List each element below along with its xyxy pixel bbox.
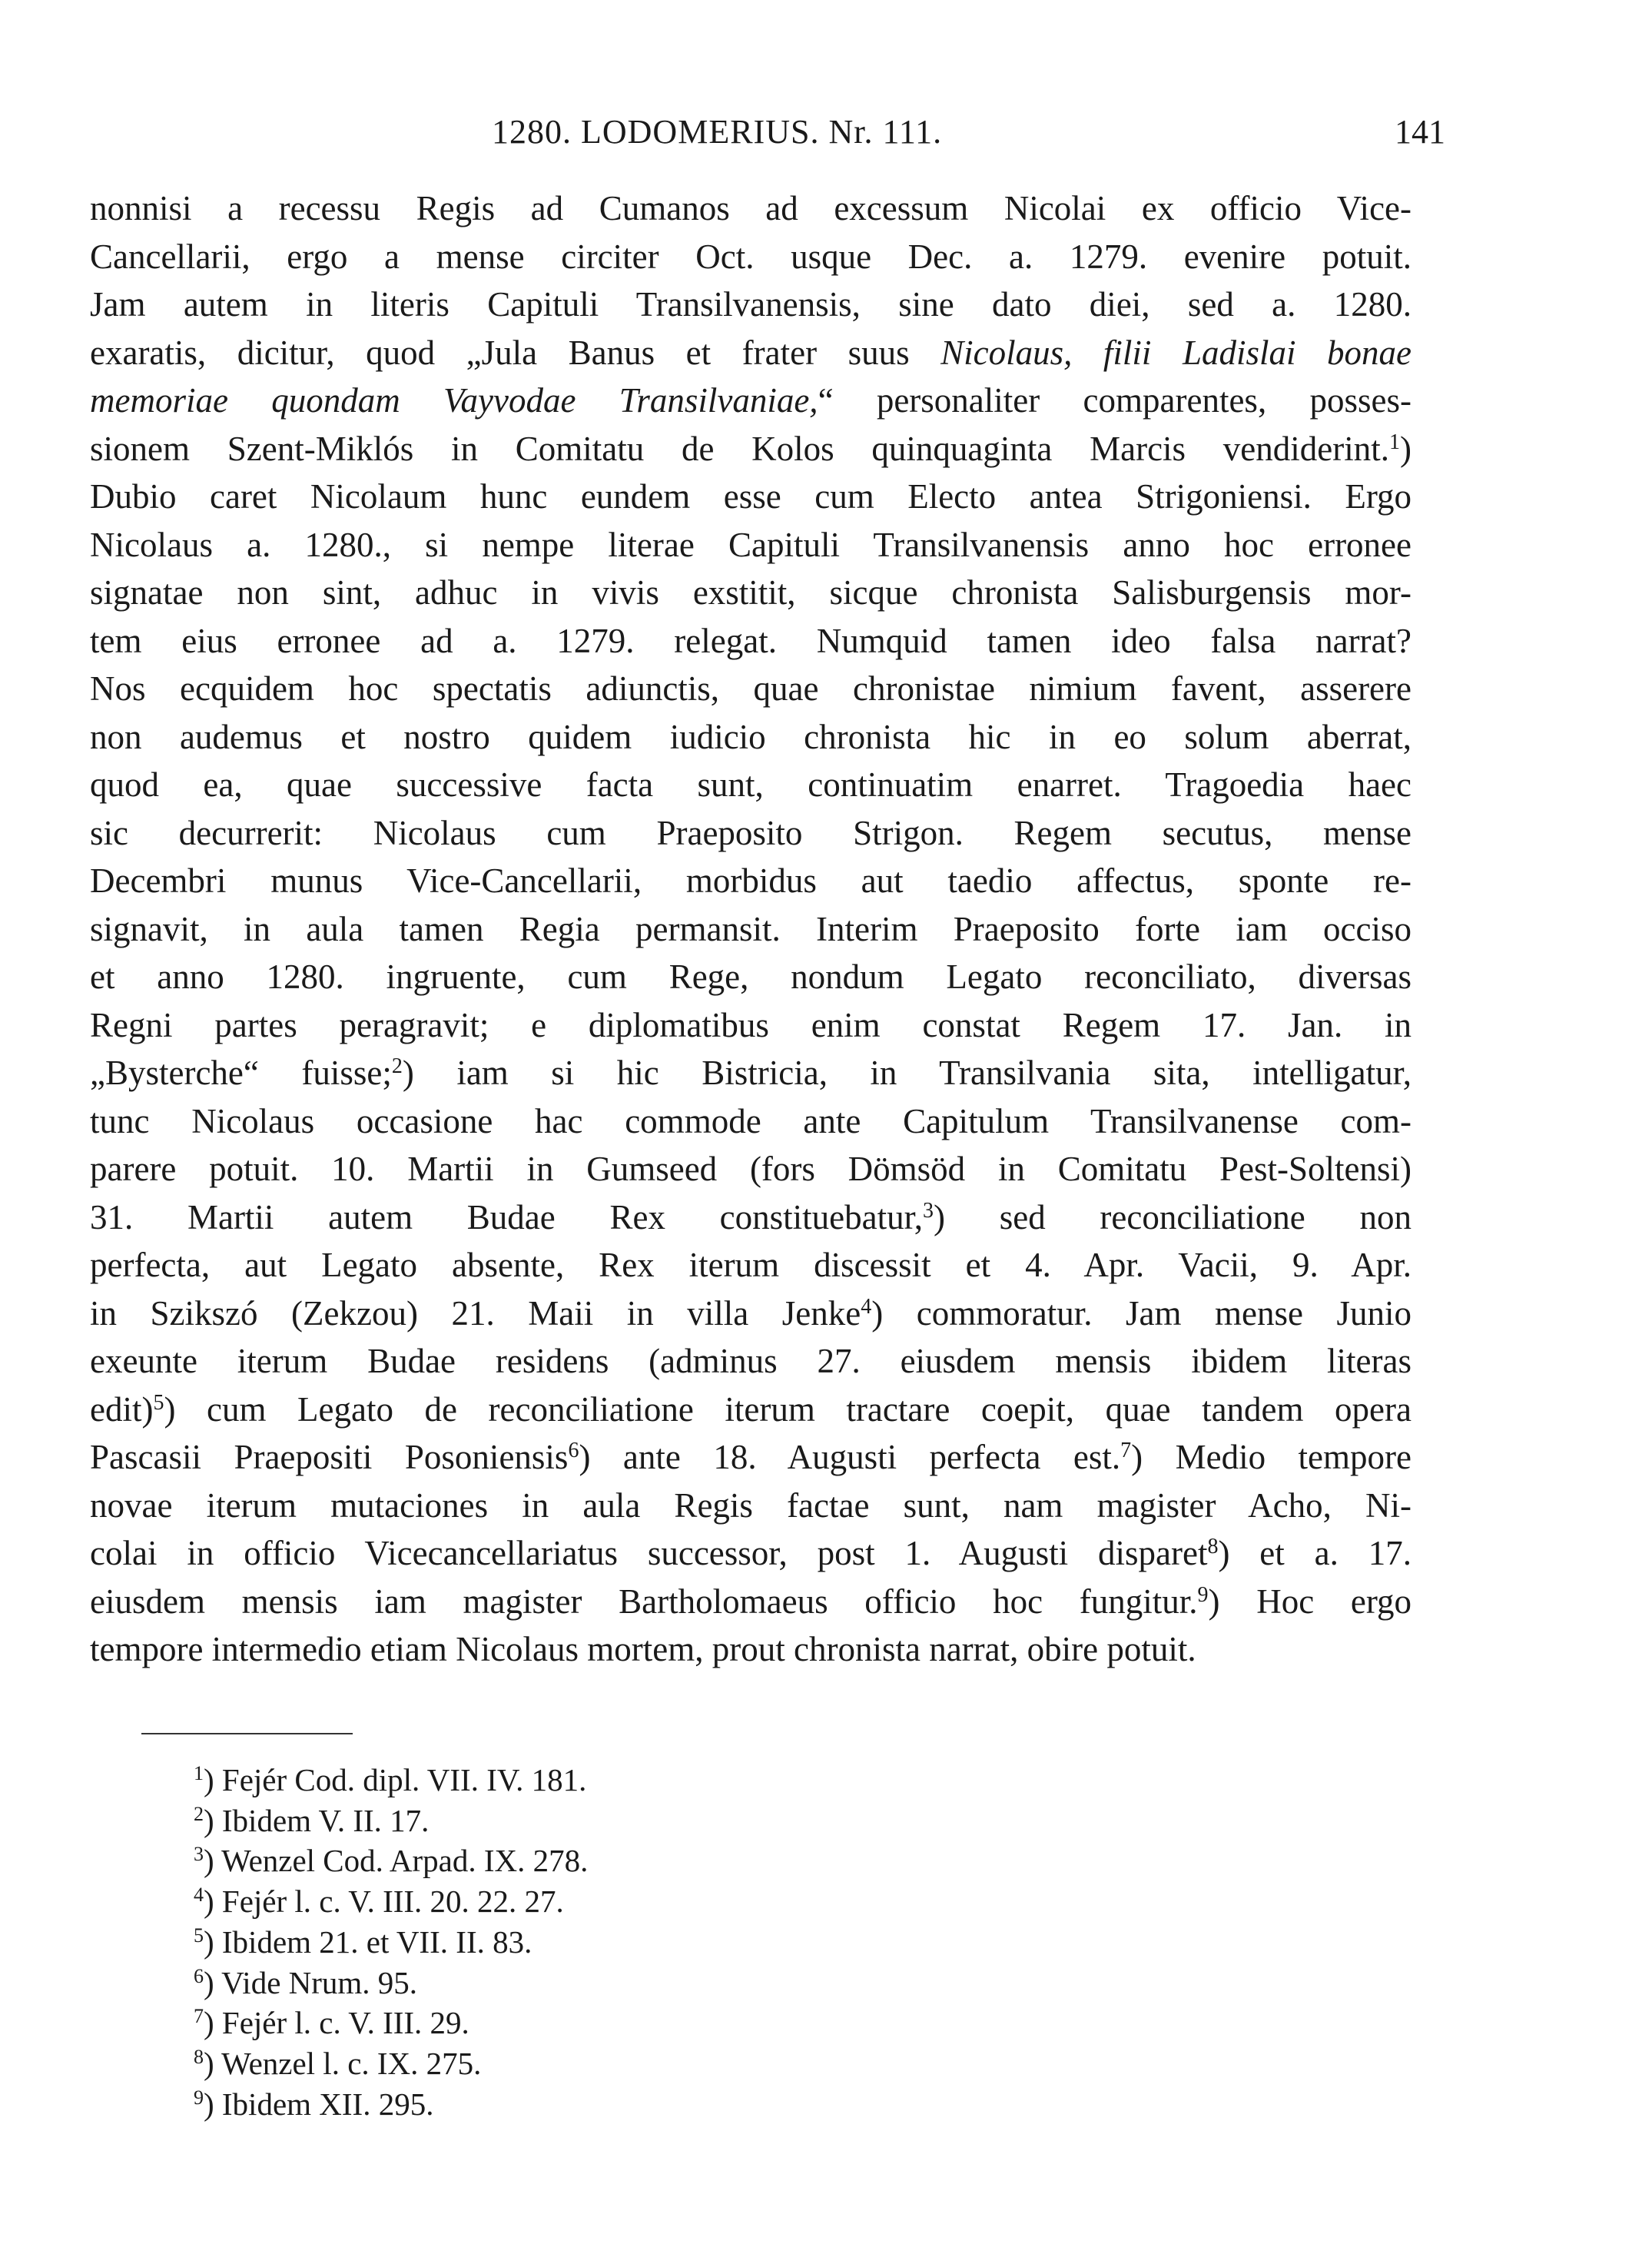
text-segment: ) sed reconciliatione non [934,1197,1411,1236]
footnote [194,2043,588,2084]
footnote [194,1963,588,2003]
text-segment: 31. Martii autem Budae Rex constituebatur, [90,1197,924,1236]
text-line: Jam autem in literis Capituli Transilvanensis, sine dato diei, sed a. 1280. [90,285,1411,324]
italic-segment: Nicolaus, filii Ladislai bonae [940,333,1411,372]
footnote-ref: 4 [861,1294,872,1319]
text-segment: ) ante 18. Augusti perfecta est. [579,1438,1121,1476]
text-line: perfecta, aut Legato absente, Rex iterum discessit et 4. Apr. Vacii, 9. Apr. [90,1246,1411,1284]
page-number: 141 [1395,113,1445,151]
footnote [194,2084,588,2125]
text-segment: in Szikszó (Zekzou) 21. Maii in villa Jenke [90,1293,861,1333]
text-line: quod ea, quae successive facta sunt, continuatim enarret. Tragoedia haec [90,765,1411,804]
text-line [90,377,1411,425]
text-line: Nicolaus a. 1280., si nempe literae Capituli Transilvanensis anno hoc erronee [90,525,1411,564]
footnote-text: ) Ibidem 21. et VII. II. 83. [204,1923,532,1960]
footnote [194,1922,588,1963]
text-segment: edit) [90,1389,154,1429]
text-line: Nos ecquidem hoc spectatis adiunctis, quae chronistae nimium favent, asserere [90,669,1411,708]
footnote-text: ) Wenzel Cod. Arpad. IX. 278. [204,1843,589,1879]
text-segment: colai in officio Vicecancellariatus successor, post 1. Augusti disparet [90,1534,1208,1572]
text-segment: „Bysterche“ fuisse; [90,1054,392,1092]
text-line [90,1049,1411,1097]
text-line [90,1290,1411,1338]
text-segment: “ personaliter comparentes, posses- [818,381,1411,420]
footnote-ref: 3 [923,1198,934,1223]
running-header: 1280. LODOMERIUS. Nr. 111. [492,113,943,151]
text-line: et anno 1280. ingruente, cum Rege, nondum Legato reconciliato, diversas [90,958,1411,996]
italic-segment: memoriae quondam Vayvodae Transilvaniae, [90,381,818,420]
footnote-text: ) Ibidem XII. 295. [204,2086,434,2122]
footnote [194,1760,588,1801]
text-line: nonnisi a recessu Regis ad Cumanos ad excessum Nicolai ex officio Vice- [90,189,1411,227]
text-line: Dubio caret Nicolaum hunc eundem esse cum Electo antea Strigoniensi. Ergo [90,477,1411,516]
footnote-mark: 8 [194,2045,204,2068]
text-segment: sionem Szent-Miklós in Comitatu de Kolos quinquaginta Marcis vendiderint. [90,429,1389,468]
footnote-ref: 5 [153,1390,164,1415]
footnote [194,1881,588,1922]
text-segment: ) Hoc ergo [1208,1582,1411,1621]
text-line [90,1529,1411,1578]
footnote [194,1840,588,1881]
text-segment: ) [1400,429,1411,468]
text-line [90,425,1411,473]
text-line: Cancellarii, ergo a mense circiter Oct. usque Dec. a. 1279. evenire potuit. [90,237,1411,276]
footnote-ref: 7 [1120,1439,1132,1462]
footnote-mark: 2 [194,1802,204,1825]
footnote-divider [141,1733,353,1734]
footnote-mark: 5 [194,1923,204,1947]
text-line: exeunte iterum Budae residens (adminus 27. eiusdem mensis ibidem literas [90,1342,1411,1380]
footnote-text: ) Ibidem V. II. 17. [204,1802,430,1838]
text-segment: Pascasii Praepositi Posoniensis [90,1438,569,1476]
footnote-mark: 9 [194,2086,204,2109]
footnote-mark: 1 [194,1762,204,1784]
footnote-text: ) Fejér l. c. V. III. 29. [204,2005,469,2041]
text-line: signatae non sint, adhuc in vivis exstitit, sicque chronista Salisburgensis mor- [90,573,1411,612]
text-line [90,329,1411,377]
text-line: Regni partes peragravit; e diplomatibus enim constat Regem 17. Jan. in [90,1005,1411,1044]
footnote-mark: 3 [194,1843,204,1866]
text-line: signavit, in aula tamen Regia permansit. Interim Praeposito forte iam occiso [90,909,1411,948]
footnote-text: ) Fejér Cod. dipl. VII. IV. 181. [204,1762,587,1797]
footnote-text: ) Wenzel l. c. IX. 275. [204,2045,482,2081]
text-segment: ) et a. 17. [1218,1534,1411,1572]
text-line: tem eius erronee ad a. 1279. relegat. Numquid tamen ideo falsa narrat? [90,621,1411,660]
text-line: novae iterum mutaciones in aula Regis factae sunt, nam magister Acho, Ni- [90,1485,1411,1525]
footnotes [194,1760,588,2124]
footnote-mark: 7 [194,2005,204,2028]
footnote-mark: 4 [194,1884,204,1907]
footnote-ref: 9 [1197,1582,1209,1607]
text-segment: eiusdem mensis iam magister Bartholomaeus officio hoc fungitur. [90,1582,1198,1621]
text-line: non audemus et nostro quidem iudicio chronista hic in eo solum aberrat, [90,717,1411,756]
footnote-ref: 1 [1389,430,1400,454]
footnote-mark: 6 [194,1964,204,1987]
text-line: tunc Nicolaus occasione hac commode ante Capitulum Transilvanense com- [90,1101,1411,1140]
text-segment: exaratis, dicitur, quod „Jula Banus et frater suus [90,333,941,372]
text-segment: ) cum Legato de reconciliatione iterum tractare coepit, quae tandem opera [164,1389,1411,1429]
footnote-ref: 2 [391,1054,403,1078]
text-line [90,1386,1411,1434]
body-text [90,184,1411,1674]
text-line [90,1578,1411,1626]
text-line: sic decurrerit: Nicolaus cum Praeposito Strigon. Regem secutus, mense [90,813,1411,852]
text-segment: ) Medio tempore [1131,1438,1411,1476]
footnote-text: ) Fejér l. c. V. III. 20. 22. 27. [204,1884,564,1920]
text-segment: ) commoratur. Jam mense Junio [871,1293,1412,1333]
text-line [90,1433,1411,1482]
footnote-text: ) Vide Nrum. 95. [204,1964,418,2000]
text-line [90,1193,1411,1242]
footnote-ref: 6 [568,1439,579,1462]
text-line: tempore intermedio etiam Nicolaus mortem, prout chronista narrat, obire potuit. [90,1630,1196,1668]
text-line: Decembri munus Vice-Cancellarii, morbidus aut taedio affectus, sponte re- [90,861,1411,900]
footnote [194,2003,588,2043]
footnote [194,1801,588,1841]
text-line: parere potuit. 10. Martii in Gumseed (fors Dömsöd in Comitatu Pest-Soltensi) [90,1150,1411,1188]
text-segment: ) iam si hic Bistricia, in Transilvania sita, intelligatur, [402,1054,1412,1092]
footnote-ref: 8 [1207,1535,1219,1558]
